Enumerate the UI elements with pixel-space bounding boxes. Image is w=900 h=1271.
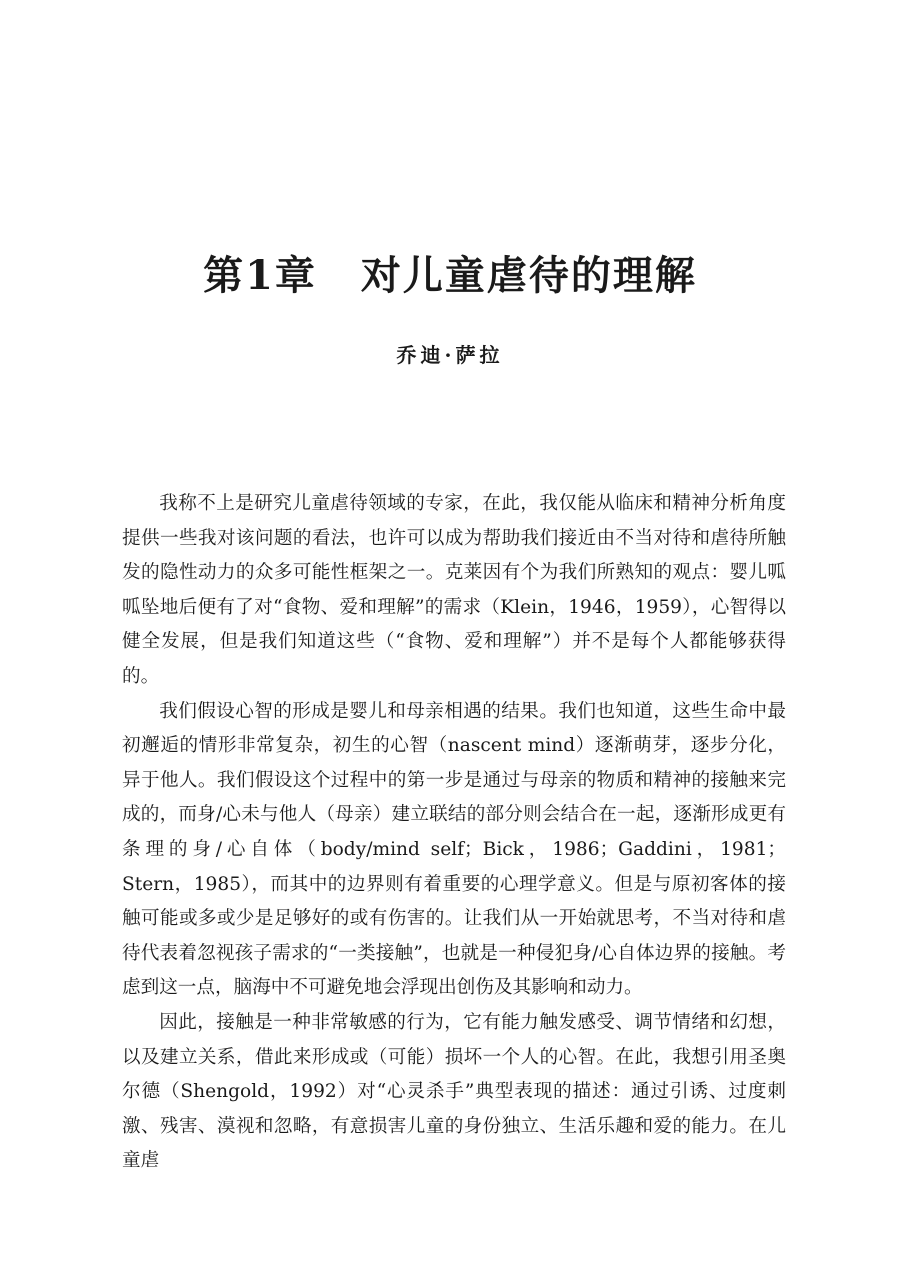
paragraph: 我们假设心智的形成是婴儿和母亲相遇的结果。我们也知道，这些生命中最初邂逅的情形非常复杂，初生的心智（nascent mind）逐渐萌芽，逐步分化，异于他人。我们假设这个过程中的第一步是通过与母亲的物质和精神的接触来完成的，而身/心未与他人（母亲）建立联结的部分则会结合在一起，逐渐形成更有条理的身/心自体（body/mind self；Bick，1986；Gaddini，1981；Stern，1985），而其中的边界则有着重要的心理学意义。但是与原初客体的接触可能或多或少是足够好的或有伤害的。让我们从一开始就思考，不当对待和虐待代表着忽视孩子需求的“一类接触”，也就是一种侵犯身/心自体边界的接触。考虑到这一点，脑海中不可避免地会浮现出创伤及其影响和动力。 <box>122 700 786 999</box>
paragraph: 因此，接触是一种非常敏感的行为，它有能力触发感受、调节情绪和幻想，以及建立关系，借此来形成或（可能）损坏一个人的心智。在此，我想引用圣奥尔德（Shengold，1992）对“心灵杀手”典型表现的描述：通过引诱、过度刺激、残害、漠视和忽略，有意损害儿童的身份独立、生活乐趣和爱的能力。在儿童虐 <box>122 1011 786 1172</box>
author-name: 乔迪·萨拉 <box>396 343 504 367</box>
chapter-heading <box>0 248 900 304</box>
chapter-number: 第1章 <box>203 252 317 299</box>
chapter-title: 对儿童虐待的理解 <box>360 252 697 299</box>
body-text <box>122 487 786 1179</box>
paragraph: 我称不上是研究儿童虐待领域的专家，在此，我仅能从临床和精神分析角度提供一些我对该问题的看法，也许可以成为帮助我们接近由不当对待和虐待所触发的隐性动力的众多可能性框架之一。克莱因有个为我们所熟知的观点：婴儿呱呱坠地后便有了对“食物、爱和理解”的需求（Klein，1946，1959），心智得以健全发展，但是我们知道这些（“食物、爱和理解”）并不是每个人都能够获得的。 <box>122 493 786 687</box>
